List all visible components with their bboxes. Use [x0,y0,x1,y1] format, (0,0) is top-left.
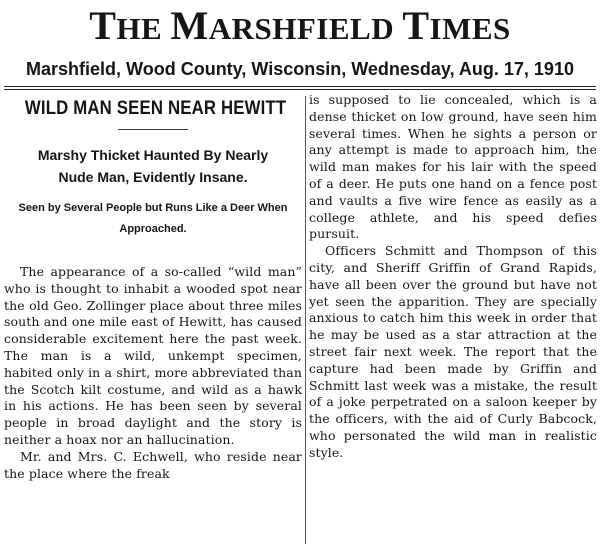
masthead-rule-bottom [4,89,596,90]
column-divider [305,96,306,544]
masthead-initial-t: T [89,3,117,48]
article-body-right [309,92,597,462]
masthead-word-the: HE [116,11,171,46]
article-body-left [4,264,302,482]
dateline: Marshfield, Wood County, Wisconsin, Wednesday, Aug. 17, 1910 [26,59,574,79]
article-paragraph: is supposed to lie concealed, which is a dense thicket on low ground, have seen him several times. When he sights a person or any attempt is made to approach him, the wild man makes for his lair with the speed of a deer. He puts one hand on a fence post and vaults a five wire fence as easily as a college athlete, and his speed defies pursuit. [309,92,597,242]
left-column [4,92,302,482]
article-deck-secondary: Seen by Several People but Runs Like a Deer When Approached. [18,202,288,235]
article-paragraph: The appearance of a so-called “wild man” who is thought to inhabit a wooded spot near the old Geo. Zollinger place about three miles south and one mile east of Hewitt, has caused considerable excitement here the past week. The man is a wild, unkempt specimen, habited only in a shirt, more abbreviated than the Scotch kilt costume, and wild as a hawk in his actions. He has been seen by several people in broad daylight and the story is neither a hoax nor an hallucination. [4,264,302,447]
masthead-rule-top [4,86,596,87]
masthead-word-times: IMES [429,11,511,46]
masthead-initial-m: M [170,3,209,48]
right-column [309,92,597,462]
headline-divider [118,129,188,130]
masthead-word-marshfield: ARSHFIELD [208,11,403,46]
masthead-initial-t2: T [402,3,430,48]
article-paragraph: Mr. and Mrs. C. Echwell, who reside near the place where the freak [4,448,302,481]
article-headline: WILD MAN SEEN NEAR HEWITT [24,97,287,119]
article-paragraph: Officers Schmitt and Thompson of this city, and Sheriff Griffin of Grand Rapids, have all been over the ground but have not yet seen the apparition. They are specially anxious to catch him this week in order that he may be used as a star attraction at the street fair next week. The report that the capture had been made by Griffin and Schmitt last week was a mistake, the result of a joke perpetrated on a saloon keeper by the officers, with the aid of Curly Babcock, who personated the wild man in realistic style. [309,243,597,460]
article-deck-primary: Marshy Thicket Haunted By Nearly Nude Man, Evidently Insane. [37,147,269,185]
newspaper-masthead [0,4,600,51]
